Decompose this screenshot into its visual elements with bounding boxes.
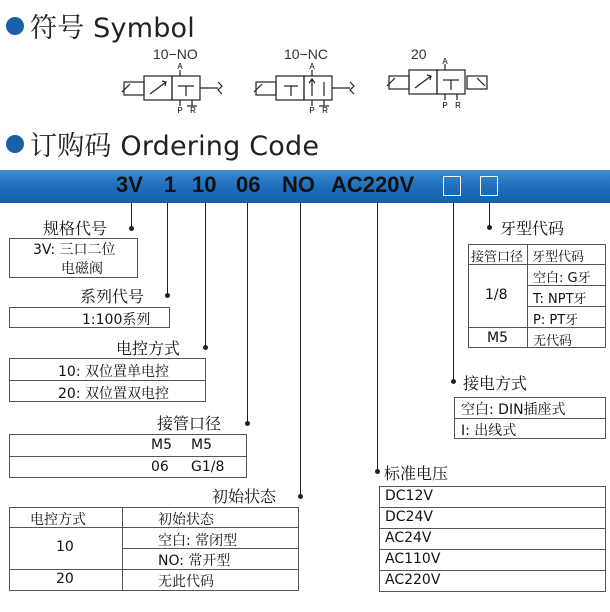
valve-symbol-no	[118, 62, 238, 114]
port-size-value: G1/8	[191, 459, 225, 475]
spec-title: 规格代号	[43, 219, 108, 238]
wiring-title: 接电方式	[463, 374, 528, 393]
code-part-control: 10	[192, 172, 217, 197]
initial-state-header: 电控方式	[30, 512, 86, 528]
initial-state-value: 无此代码	[158, 574, 214, 590]
voltage-title: 标准电压	[384, 464, 449, 483]
symbol-label-20: 20	[411, 46, 427, 62]
thread-key: 1/8	[485, 287, 508, 303]
series-title: 系列代号	[80, 287, 145, 306]
column-divider	[527, 244, 528, 348]
code-part-series: 1	[164, 172, 177, 197]
thread-key: M5	[487, 330, 508, 346]
code-blank-thread	[480, 176, 498, 196]
connector-dot	[487, 225, 492, 230]
row-divider	[379, 570, 606, 571]
control-row: 10: 双位置单电控	[58, 364, 169, 380]
port-size-code: 06	[151, 459, 169, 475]
port-size-title: 接管口径	[157, 414, 222, 433]
spec-row: 电磁阀	[61, 261, 103, 277]
row-divider	[9, 456, 247, 457]
row-divider	[9, 569, 299, 570]
initial-state-title: 初始状态	[212, 487, 277, 506]
connector-dot	[451, 379, 456, 384]
connector-line	[300, 203, 301, 496]
code-blank-wiring	[443, 176, 461, 196]
port-a-label: A	[177, 62, 183, 71]
initial-state-key: 20	[56, 571, 74, 587]
connector-line	[131, 203, 132, 228]
symbol-heading	[6, 6, 195, 45]
connector-dot	[165, 293, 170, 298]
port-r-label: R	[322, 106, 328, 114]
thread-value: P: PT牙	[533, 313, 579, 328]
valve-symbol-nc	[250, 62, 370, 114]
initial-state-key: 10	[56, 539, 74, 555]
port-p-label: P	[309, 106, 315, 114]
voltage-option: DC24V	[385, 509, 433, 525]
initial-state-value: NO: 常开型	[158, 553, 231, 569]
connector-dot	[375, 469, 380, 474]
port-a-label: A	[442, 58, 448, 66]
wiring-row: I: 出线式	[461, 423, 517, 439]
connector-line	[453, 203, 454, 381]
thread-header: 接管口径	[471, 250, 524, 265]
port-r-label: R	[190, 106, 196, 114]
thread-header: 牙型代码	[532, 250, 585, 265]
bullet-icon	[6, 17, 24, 35]
bullet-icon	[6, 135, 24, 153]
thread-value: T: NPT牙	[533, 292, 587, 307]
connector-dot	[203, 345, 208, 350]
connector-line	[377, 203, 378, 471]
initial-state-value: 空白: 常闭型	[158, 533, 238, 549]
row-divider	[379, 507, 606, 508]
voltage-option: AC220V	[385, 572, 441, 588]
connector-line	[167, 203, 168, 295]
connector-dot	[129, 226, 134, 231]
connector-dot	[298, 494, 303, 499]
thread-value: 无代码	[533, 334, 573, 349]
spec-row: 3V: 三口二位	[33, 242, 116, 258]
connector-line	[247, 203, 248, 423]
connector-dot	[245, 421, 250, 426]
series-value: 1:100系列	[82, 312, 151, 328]
voltage-option: DC12V	[385, 488, 433, 504]
thread-value: 空白: G牙	[533, 271, 591, 286]
wiring-row: 空白: DIN插座式	[461, 402, 566, 418]
port-size-code: M5	[151, 437, 172, 453]
symbol-label-nc: 10−NC	[284, 46, 328, 62]
control-row: 20: 双位置双电控	[58, 386, 169, 402]
symbol-label-no: 10−NO	[153, 46, 198, 62]
code-part-voltage: AC220V	[331, 172, 415, 197]
code-part-spec: 3V	[116, 172, 143, 197]
port-p-label: P	[442, 101, 448, 110]
column-divider	[122, 507, 123, 591]
code-part-state: NO	[282, 172, 315, 197]
voltage-option: AC24V	[385, 530, 432, 546]
symbol-title: 符号 Symbol	[30, 13, 195, 44]
valve-symbol-20	[383, 58, 503, 110]
port-p-label: P	[177, 106, 183, 114]
port-r-label: R	[455, 101, 461, 110]
code-part-port: 06	[236, 172, 261, 197]
thread-title: 牙型代码	[500, 219, 565, 238]
connector-line	[205, 203, 206, 347]
voltage-option: AC110V	[385, 551, 441, 567]
row-divider	[379, 528, 606, 529]
ordering-heading	[6, 124, 319, 163]
initial-state-header: 初始状态	[158, 512, 214, 528]
row-divider	[379, 549, 606, 550]
port-size-value: M5	[191, 437, 212, 453]
port-a-label: A	[309, 62, 315, 71]
connector-line	[489, 203, 490, 227]
ordering-title: 订购码 Ordering Code	[30, 131, 320, 162]
control-title: 电控方式	[116, 339, 181, 358]
